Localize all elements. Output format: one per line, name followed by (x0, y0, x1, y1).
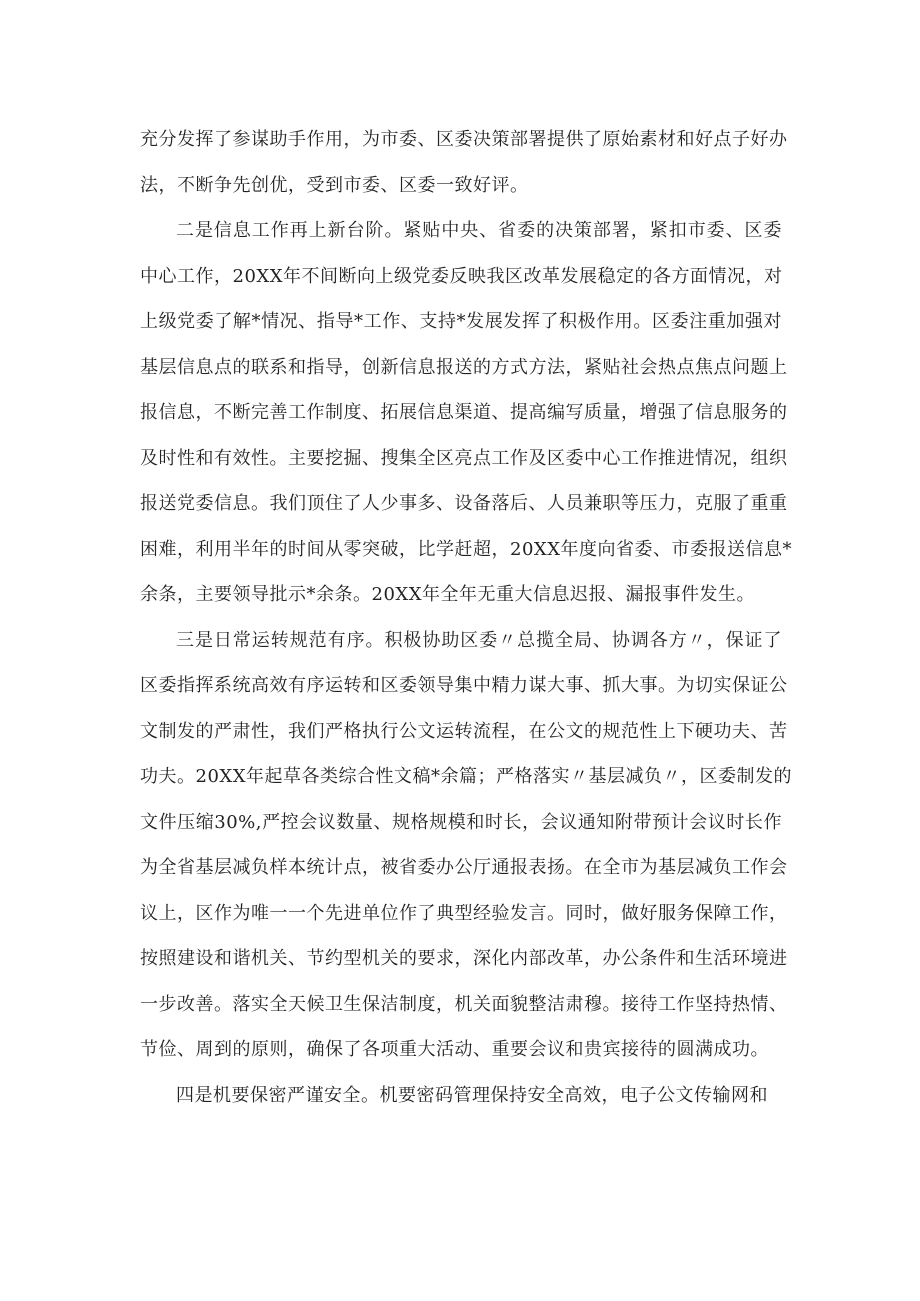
text-line: 功夫。20XX年起草各类综合性文稿*余篇；严格落实〃基层减负〃，区委制发的 (140, 766, 793, 787)
text-line: 为全省基层减负样本统计点，被省委办公厅通报表扬。在全市为基层减负工作会 (140, 857, 788, 878)
paragraph-3 (140, 618, 793, 1073)
text-line: 法，不断争先创优，受到市委、区委一致好评。 (140, 174, 529, 196)
text-line: 四是机要保密严谨安全。机要密码管理保持安全高效，电子公文传输网和 (176, 1084, 768, 1106)
text-line: 及时性和有效性。主要挖掘、搜集全区亮点工作及区委中心工作推进情况，组织 (140, 447, 788, 469)
text-line: 一步改善。落实全天候卫生保洁制度，机关面貌整洁肃穆。接待工作坚持热情、 (140, 993, 788, 1015)
text-line: 区委指挥系统高效有序运转和区委领导集中精力谋大事、抓大事。为切实保证公 (140, 675, 788, 696)
text-line: 节俭、周到的原则，确保了各项重大活动、重要会议和贵宾接待的圆满成功。 (140, 1039, 769, 1060)
paragraph-4 (140, 1073, 782, 1119)
paragraph-1 (140, 117, 788, 208)
text-line: 二是信息工作再上新台阶。紧贴中央、省委的决策部署，紧扣市委、区委 (176, 220, 782, 241)
text-line: 报送党委信息。我们顶住了人少事多、设备落后、人员兼职等压力，克服了重重 (140, 493, 788, 514)
document-body (140, 117, 793, 1118)
text-line: 文件压缩30%,严控会议数量、规格规模和时长，会议通知附带预计会议时长作 (140, 811, 782, 833)
text-line: 中心工作，20XX年不间断向上级党委反映我区改革发展稳定的各方面情况，对 (140, 265, 783, 287)
text-line: 上级党委了解*情况、指导*工作、支持*发展发挥了积极作用。区委注重加强对 (140, 311, 782, 332)
paragraph-2 (140, 208, 793, 618)
text-line: 充分发挥了参谋助手作用，为市委、区委决策部署提供了原始素材和好点子好办 (140, 129, 788, 150)
text-line: 按照建设和谐机关、节约型机关的要求，深化内部改革，办公条件和生活环境进 (140, 948, 788, 969)
text-line: 困难，利用半年的时间从零突破，比学赶超，20XX年度向省委、市委报送信息* (140, 538, 793, 560)
text-line: 三是日常运转规范有序。积极协助区委〃总揽全局、协调各方〃，保证了 (176, 629, 782, 651)
text-line: 文制发的严肃性，我们严格执行公文运转流程，在公文的规范性上下硬功夫、苦 (140, 720, 788, 742)
text-line: 报信息，不断完善工作制度、拓展信息渠道、提高编写质量，增强了信息服务的 (140, 402, 788, 423)
text-line: 议上，区作为唯一一个先进单位作了典型经验发言。同时，做好服务保障工作， (140, 902, 788, 924)
text-line: 余条，主要领导批示*余条。20XX年全年无重大信息迟报、漏报事件发生。 (140, 584, 756, 605)
text-line: 基层信息点的联系和指导，创新信息报送的方式方法，紧贴社会热点焦点问题上 (140, 356, 788, 378)
